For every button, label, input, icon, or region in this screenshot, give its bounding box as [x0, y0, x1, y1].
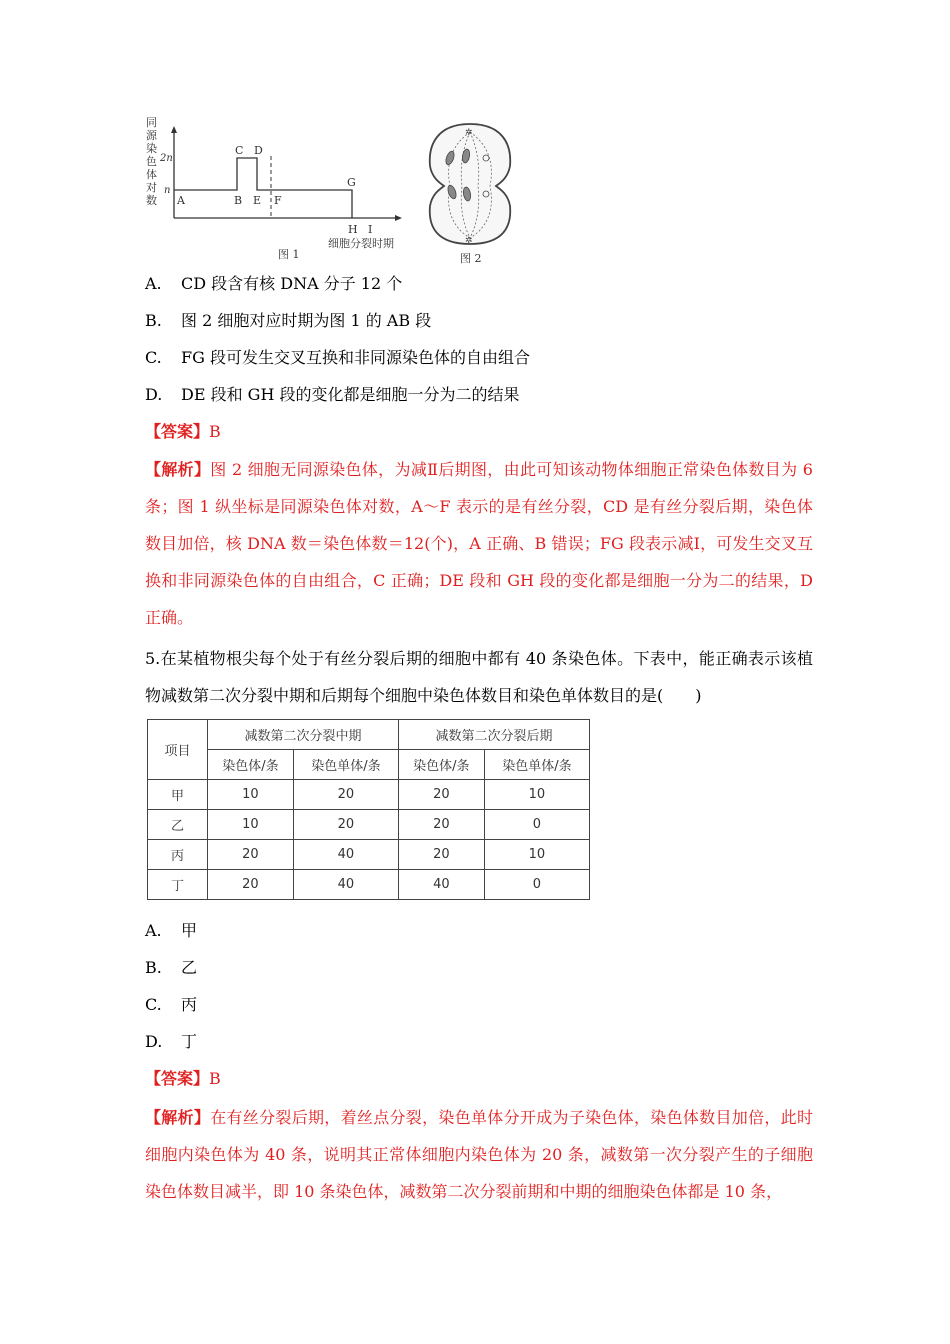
table-row	[148, 840, 590, 870]
group-header: 减数第二次分裂中期	[208, 720, 399, 750]
group-header: 减数第二次分裂后期	[398, 720, 589, 750]
row-label: 丙	[148, 840, 208, 870]
sub-header: 染色体/条	[208, 750, 294, 780]
option-text: 乙	[181, 958, 198, 977]
option-text: 甲	[181, 921, 198, 940]
centrosome-icon: ✲	[465, 128, 473, 138]
y-label-char: 体	[146, 168, 157, 181]
q5-answer	[145, 1068, 221, 1090]
option-text: FG 段可发生交叉互换和非同源染色体的自由组合	[181, 348, 530, 367]
data-line	[174, 158, 352, 218]
analysis-tag: 【解析】	[145, 1108, 211, 1127]
table-cell: 0	[484, 870, 589, 900]
answer-tag: 【答案】	[145, 1069, 210, 1088]
option-letter: D.	[145, 1032, 163, 1051]
y-tick-2n: 2n	[160, 153, 173, 164]
y-tick-n: n	[164, 185, 171, 196]
point-label-A: A	[177, 194, 185, 207]
point-label-H: H	[348, 223, 358, 236]
table-cell: 40	[293, 840, 398, 870]
y-label-char: 数	[146, 194, 157, 207]
question-text: 5.在某植物根尖每个处于有丝分裂后期的细胞中都有 40 条染色体。下表中，能正确表示该植物减数第二次分裂中期和后期每个细胞中染色体数目和染色单体数目的是( )	[145, 649, 813, 705]
point-label-E: E	[253, 194, 262, 207]
table-cell: 40	[293, 870, 398, 900]
sub-header: 染色单体/条	[484, 750, 589, 780]
q4-option-a	[145, 273, 402, 295]
table-cell: 20	[208, 840, 294, 870]
q5-option-d	[145, 1031, 197, 1053]
sub-header: 染色单体/条	[293, 750, 398, 780]
row-label: 甲	[148, 780, 208, 810]
option-text: 图 2 细胞对应时期为图 1 的 AB 段	[181, 311, 432, 330]
y-label-char: 对	[146, 181, 157, 194]
q4-answer	[145, 421, 221, 443]
table-cell: 20	[398, 780, 484, 810]
q4-option-b	[145, 310, 431, 332]
q4-analysis	[145, 451, 813, 636]
row-label: 乙	[148, 810, 208, 840]
y-axis-label	[146, 116, 158, 207]
option-text: CD 段含有核 DNA 分子 12 个	[181, 274, 403, 293]
table-cell: 10	[208, 810, 294, 840]
answer-value: B	[209, 1069, 221, 1088]
q4-option-c	[145, 347, 530, 369]
q5-analysis	[145, 1099, 813, 1210]
centrosome-icon: ✲	[465, 236, 473, 246]
option-letter: C.	[145, 348, 162, 367]
option-text: DE 段和 GH 段的变化都是细胞一分为二的结果	[181, 385, 520, 404]
analysis-text: 图 2 细胞无同源染色体，为减Ⅱ后期图，由此可知该动物体细胞正常染色体数目为 6 条；图 1 纵坐标是同源染色体对数，A～F 表示的是有丝分裂，CD 是有丝分裂后期，染色体数目加倍，核 DNA 数＝染色体数＝12(个)，A 正确、B 错误；FG 段表示减Ⅰ，可发生交叉互换和非同源染色体的自由组合，C 正确；DE 段和 GH 段的变化都是细胞一分为二的结果，D 正确。	[145, 460, 813, 627]
figure-1-caption: 图 1	[278, 248, 300, 261]
table-row	[148, 870, 590, 900]
figure-2	[420, 116, 520, 266]
table-cell: 10	[484, 840, 589, 870]
answer-value: B	[209, 422, 221, 441]
table-cell: 20	[208, 870, 294, 900]
option-letter: A.	[145, 921, 162, 940]
point-label-B: B	[234, 194, 243, 207]
q4-option-d	[145, 384, 520, 406]
y-label-char: 源	[146, 129, 157, 142]
analysis-tag: 【解析】	[145, 460, 211, 479]
table-cell: 10	[208, 780, 294, 810]
analysis-text: 在有丝分裂后期，着丝点分裂，染色单体分开成为子染色体，染色体数目加倍，此时细胞内染色体为 40 条，说明其正常体细胞内染色体为 20 条，减数第一次分裂产生的子细胞染色体数目减半，即 10 条染色体，减数第二次分裂前期和中期的细胞染色体都是 10 条，	[145, 1108, 813, 1201]
y-axis-arrow	[171, 126, 177, 133]
point-label-I: I	[368, 223, 373, 236]
answer-tag: 【答案】	[145, 422, 210, 441]
table-cell: 20	[293, 780, 398, 810]
option-text: 丙	[181, 995, 198, 1014]
point-label-C: C	[235, 144, 244, 157]
y-label-char: 色	[146, 155, 157, 168]
x-axis-arrow	[395, 215, 402, 221]
table-row	[148, 780, 590, 810]
table-cell: 40	[398, 870, 484, 900]
x-axis-label: 细胞分裂时期	[328, 237, 394, 250]
row-label: 丁	[148, 870, 208, 900]
point-label-G: G	[347, 176, 356, 189]
table-cell: 20	[293, 810, 398, 840]
q5-table	[147, 719, 590, 900]
table-cell: 20	[398, 840, 484, 870]
q5-stem	[145, 640, 813, 714]
y-label-char: 同	[146, 116, 157, 129]
figure-2-caption: 图 2	[460, 252, 482, 265]
cell-membrane	[430, 124, 510, 244]
table-cell: 0	[484, 810, 589, 840]
option-letter: B.	[145, 958, 162, 977]
y-label-char: 染	[146, 142, 157, 155]
table-corner: 项目	[148, 720, 208, 780]
point-label-F: F	[274, 194, 282, 207]
option-letter: A.	[145, 274, 162, 293]
table-cell: 10	[484, 780, 589, 810]
sub-header: 染色体/条	[398, 750, 484, 780]
table-cell: 20	[398, 810, 484, 840]
point-label-D: D	[254, 144, 263, 157]
option-text: 丁	[181, 1032, 198, 1051]
q5-option-b	[145, 957, 197, 979]
table-row	[148, 810, 590, 840]
option-letter: C.	[145, 995, 162, 1014]
option-letter: D.	[145, 385, 163, 404]
q5-option-a	[145, 920, 197, 942]
q5-option-c	[145, 994, 197, 1016]
figure-1	[140, 112, 410, 264]
option-letter: B.	[145, 311, 162, 330]
